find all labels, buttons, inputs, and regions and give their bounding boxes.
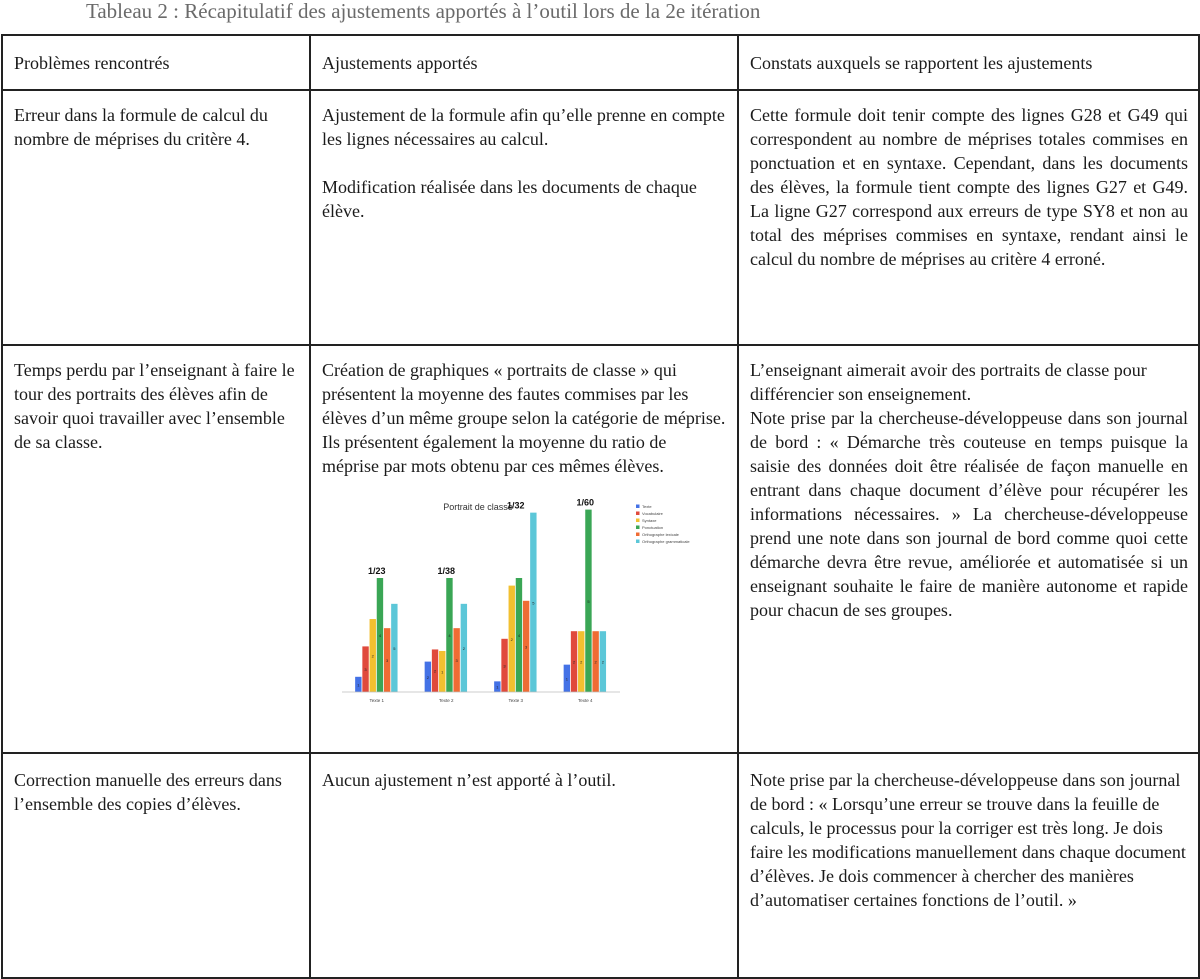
bar-value-label: 5 xyxy=(393,645,396,651)
legend-swatch xyxy=(636,519,640,523)
adjustment-text: Ajustement de la formule afin qu’elle prenne en compte les lignes nécessaires au calcul. xyxy=(322,105,725,149)
adjustment-text-2: Modification réalisée dans les documents de chaque élève. xyxy=(322,177,697,221)
adjustments-table xyxy=(1,34,1200,979)
header-problems: Problèmes rencontrés xyxy=(2,35,310,90)
legend-swatch xyxy=(636,533,640,537)
bar-value-label: 1 xyxy=(441,669,444,675)
legend-entry: Orthographe lexicale xyxy=(642,532,679,537)
bar-value-label: 2 xyxy=(510,636,513,642)
problem-cell xyxy=(2,753,310,978)
bar-value-label: 2 xyxy=(580,659,583,665)
legend-swatch xyxy=(636,505,640,509)
bar-value-label: 2 xyxy=(371,653,374,659)
legend-entry: Syntaxe xyxy=(642,518,657,523)
bar-value-label: 2 xyxy=(572,659,576,665)
bar-value-label: 3 xyxy=(525,644,528,650)
legend-swatch xyxy=(636,540,640,544)
ratio-label: 1/60 xyxy=(576,497,595,508)
ratio-label: 1/32 xyxy=(506,500,525,511)
legend-entry: Vocabulaire xyxy=(642,511,663,516)
bar-value-label: 4 xyxy=(517,633,521,638)
legend-entry: Texte xyxy=(642,504,652,509)
adjustment-cell xyxy=(310,753,738,978)
problem-text: Temps perdu par l’enseignant à faire le tour des portraits des élèves afin de savoir quoi travailler avec l’ensemble de sa classe. xyxy=(14,360,295,452)
bar-value-label: 3 xyxy=(455,658,458,664)
bar-value-label: 4 xyxy=(378,633,382,638)
problem-cell xyxy=(2,345,310,753)
table-row xyxy=(2,345,1199,753)
bar-value-label: 5 xyxy=(532,600,535,606)
class-portrait-chart xyxy=(330,496,710,708)
bar-value-label: 1 xyxy=(565,676,568,682)
findings-cell xyxy=(738,90,1199,345)
legend-entry: Orthographe grammaticale xyxy=(642,539,690,544)
adjustment-text: Aucun ajustement n’est apporté à l’outil. xyxy=(322,770,616,790)
bar-value-label: 3 xyxy=(364,667,367,673)
bar-value-label: 2 xyxy=(462,645,465,651)
findings-cell xyxy=(738,753,1199,978)
bar-value-label: 2 xyxy=(433,668,437,674)
findings-text: L’enseignant aimerait avoir des portraits de classe pour différencier son enseignement. xyxy=(750,360,1147,404)
x-tick-label: Texte 1 xyxy=(369,698,385,703)
ratio-label: 1/23 xyxy=(367,566,386,576)
findings-cell xyxy=(738,345,1199,753)
chart-title: Portrait de classe xyxy=(443,502,513,512)
bar-value-label: 5 xyxy=(587,598,590,604)
legend-entry: Ponctuation xyxy=(642,525,664,530)
problem-text: Erreur dans la formule de calcul du nombre de méprises du critère 4. xyxy=(14,105,268,149)
problem-cell xyxy=(2,90,310,345)
problem-text: Correction manuelle des erreurs dans l’ensemble des copies d’élèves. xyxy=(14,770,282,814)
header-adjustments: Ajustements apportés xyxy=(310,35,738,90)
x-tick-label: Texte 3 xyxy=(508,698,524,703)
table-header-row xyxy=(2,35,1199,90)
table-row xyxy=(2,90,1199,345)
x-tick-label: Texte 4 xyxy=(577,698,593,703)
legend-swatch xyxy=(636,512,640,516)
bar-value-label: 2 xyxy=(426,674,429,680)
bar-value-label: 2 xyxy=(594,659,597,665)
x-tick-label: Texte 2 xyxy=(438,698,454,703)
class-portrait-chart-svg xyxy=(330,496,710,708)
findings-text: Cette formule doit tenir compte des lignes G28 et G49 qui correspondent au nombre de méprises totales commises en ponctuation et en syntaxe. Cependant, dans les documents des élèves, la formule tient compte des lignes G27 et G49. La ligne G27 correspond aux erreurs de type SY8 et non au total des méprises commises en syntaxe, rendant ainsi le calcul du nombre de méprises au critère 4 erroné. xyxy=(750,105,1188,269)
adjustment-text: Création de graphiques « portraits de classe » qui présentent la moyenne des fautes commises par les élèves d’un même groupe selon la catégorie de méprise. Ils présentent également la moyenne du ratio de méprise par mots obtenu par ces mêmes élèves. xyxy=(322,360,726,476)
table-caption: Tableau 2 : Récapitulatif des ajustements apportés à l’outil lors de la 2e itération xyxy=(86,0,761,23)
bar-value-label: 4 xyxy=(448,633,451,638)
findings-note: Note prise par la chercheuse-développeuse dans son journal de bord : « Démarche très couteuse en temps puisque la saisie des données doit être réalisée de façon manuelle en entrant dans chaque document d’élève pour récupérer les informations nécessaires. » La chercheuse-développeuse prend une note dans son journal de bord comme quoi cette démarche devra être revue, améliorée et automatisée si un enseignant souhaite le faire de manière autonome et rapide pour chacun de ses groupes. xyxy=(750,408,1188,620)
ratio-label: 1/38 xyxy=(437,566,456,576)
adjustment-cell xyxy=(310,345,738,753)
bar-value-label: 3 xyxy=(386,658,389,664)
bar-value-label: 3 xyxy=(503,663,506,669)
adjustment-cell xyxy=(310,90,738,345)
bar-value-label: 2 xyxy=(601,659,604,665)
findings-text: Note prise par la chercheuse-développeuse dans son journal de bord : « Lorsqu’une erreur se trouve dans la feuille de calculs, le processus pour la corriger est très long. Je dois faire les modifications manuellement dans chaque document d’élèves. Je dois commencer à chercher des manières d’automatiser certaines fonctions de l’outil. » xyxy=(750,770,1186,910)
table-row xyxy=(2,753,1199,978)
legend-swatch xyxy=(636,526,640,530)
header-findings: Constats auxquels se rapportent les ajustements xyxy=(738,35,1199,90)
bar-value-label: 1 xyxy=(496,684,499,690)
bar-value-label: 1 xyxy=(357,682,360,688)
